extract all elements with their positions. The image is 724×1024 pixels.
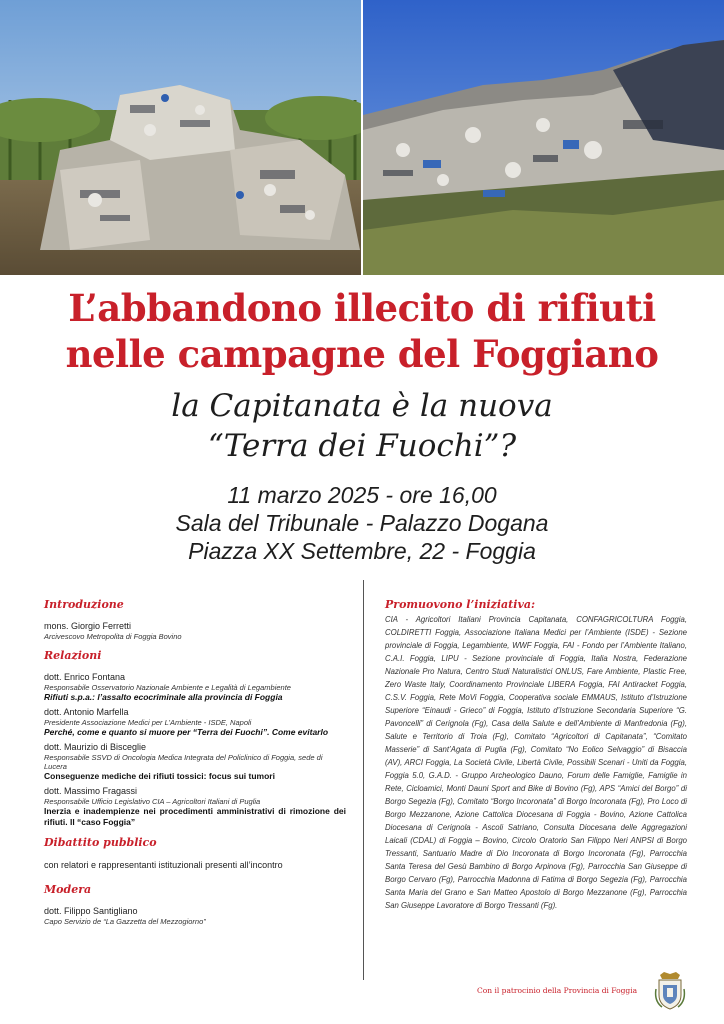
subtitle-line1: la Capitanata è la nuova	[171, 388, 553, 424]
speaker-name: dott. Antonio Marfella	[44, 707, 129, 717]
subtitle-line2: “Terra dei Fuochi”?	[207, 428, 517, 464]
speaker-item	[44, 672, 346, 703]
speaker-name: dott. Maurizio di Bisceglie	[44, 742, 147, 752]
speaker-role: Responsabile SSVD di Oncologia Medica Integrata del Policlinico di Foggia, sede di Lucera	[44, 753, 323, 771]
dibattito-text: con relatori e rappresentanti istituzionali presenti all’incontro	[44, 860, 283, 870]
header-photos	[0, 0, 724, 275]
intro-speaker-role: Arcivescovo Metropolita di Foggia Bovino	[44, 632, 182, 641]
promoters-heading: Promuovono l’iniziativa:	[385, 598, 536, 611]
speaker-name: dott. Enrico Fontana	[44, 672, 126, 682]
speaker-item	[44, 707, 346, 738]
photo-waste-pile-canal	[363, 0, 724, 275]
speaker-role: Presidente Associazione Medici per L’Ambiente - ISDE, Napoli	[44, 718, 252, 727]
speaker-role: Responsabile Osservatorio Nazionale Ambiente e Legalità di Legambiente	[44, 683, 291, 692]
patronage-text: Con il patrocinio della Provincia di Foggia	[477, 986, 638, 995]
promoters-list: CIA - Agricoltori Italiani Provincia Capitanata, CONFAGRICOLTURA Foggia, COLDIRETTI Foggia, Associazione Italiana Medici per l’Ambiente (ISDE) - Sezione provinciale di Foggia, Legambiente, WWF Foggia, FAI - Fondo per l’Ambiente Italiano, C.A.I. Foggia, LIPU - Sezione provinciale di Foggia, Italia Nostra, Federazione Nazionale Pro Natura, Centro Studi Naturalistici ONLUS, Fare Ambiente, Plastic Free, Zero Waste Italy, Coordinamento Provinciale LIBERA Foggia, FAI Antiracket Foggia, C.S.V. Foggia, Rete MoVi Foggia, Cooperativa sociale EMMAUS, Istituto d’Istruzione Superiore “Einaudi - Grieco” di Foggia, Istituto d’Istruzione Secondaria Superiore “G. Pavoncelli” di Cerignola (Fg), Casa della Salute e dell’Ambiente di Manfredonia (Fg), Salute e Territorio di Troia (Fg), Comitato “Agricoltori di Capitanata”, “Comitato Masserie” di Sant’Agata di Puglia (Fg), Comitato “No Eolico Selvaggio” di Bisaccia (AV), ARCI Foggia, La Società Civile, Libertà Civile, Possibili Scenari - Uniti da Foggia, Foggia 5.0, G.A.D. - Gruppo Archeologico Dauno, Forum delle Famiglie, Famiglie in Rete, Cicloamici, Monti Dauni Sport and Bike di Bovino (Fg), APS “Amici del Borgo” di Borgo Segezia (Fg), Comitato “Borgo Incoronata” di Borgo Incoronata (Fg), Pro Loco di Borgo Mezzanone, Azione Cattolica Diocesana di Foggia - Bovino, Azione Cattolica Diocesana di Cerignola - Ascoli Satriano, Consulta Diocesana delle Aggregazioni Laicali (CDAL) di Foggia – Bovino, Circolo Oratorio San Filippo Neri ANPSI di Borgo Tressanti, Santuario Madre di Dio Incoronata di Borgo Incoronata (Fg), Parrocchia Santa Teresa del Gesù Bambino di Borgo Arpinova (Fg), Parrocchia San Giuseppe di Borgo Cervaro (Fg), Parrocchia Madonna di Fatima di Borgo Segezia (Fg), Parrocchia Santa Maria del Grano e San Matteo Apostolo di Borgo Mezzanone (Fg), Parrocchia San Giuseppe Lavoratore di Borgo Tressanti (Fg).	[385, 615, 687, 910]
column-divider	[363, 580, 364, 980]
main-title-line1: L’abbandono illecito di rifiuti	[68, 286, 656, 330]
talk-title: Perché, come e quanto si muore per “Terra dei Fuochi”. Come evitarlo	[44, 727, 329, 737]
moderator-role: Capo Servizio de “La Gazzetta del Mezzogiorno”	[44, 917, 206, 926]
main-title-line2: nelle campagne del Foggiano	[65, 332, 659, 376]
speaker-name: dott. Massimo Fragassi	[44, 786, 138, 796]
section-heading-modera: Modera	[44, 883, 92, 896]
event-venue: Sala del Tribunale - Palazzo Dogana	[175, 510, 549, 536]
province-coat-of-arms-icon	[654, 971, 686, 1011]
talk-title: Rifiuti s.p.a.: l’assalto ecocriminale alla provincia di Foggia	[44, 692, 283, 702]
talk-title: Inerzia e inadempienze nei procedimenti amministrativi di rimozione dei rifiuti. Il “caso Foggia”	[44, 806, 346, 827]
speaker-item	[44, 742, 346, 782]
photo-waste-bales-vineyard	[0, 0, 361, 275]
section-heading-relazioni: Relazioni	[44, 649, 102, 662]
section-heading-introduzione: Introduzione	[44, 598, 124, 611]
promoters-column	[385, 598, 687, 912]
moderator-name: dott. Filippo Santigliano	[44, 906, 138, 916]
speaker-item	[44, 786, 346, 828]
speaker-role: Responsabile Ufficio Legislativo CIA – Agricoltori Italiani di Puglia	[44, 797, 261, 806]
intro-speaker-name: mons. Giorgio Ferretti	[44, 621, 132, 631]
program-column	[44, 598, 346, 926]
event-date-time: 11 marzo 2025 - ore 16,00	[227, 482, 497, 508]
talk-title: Conseguenze mediche dei rifiuti tossici: focus sui tumori	[44, 771, 275, 781]
section-heading-dibattito: Dibattito pubblico	[44, 836, 157, 849]
event-address: Piazza XX Settembre, 22 - Foggia	[188, 538, 536, 564]
